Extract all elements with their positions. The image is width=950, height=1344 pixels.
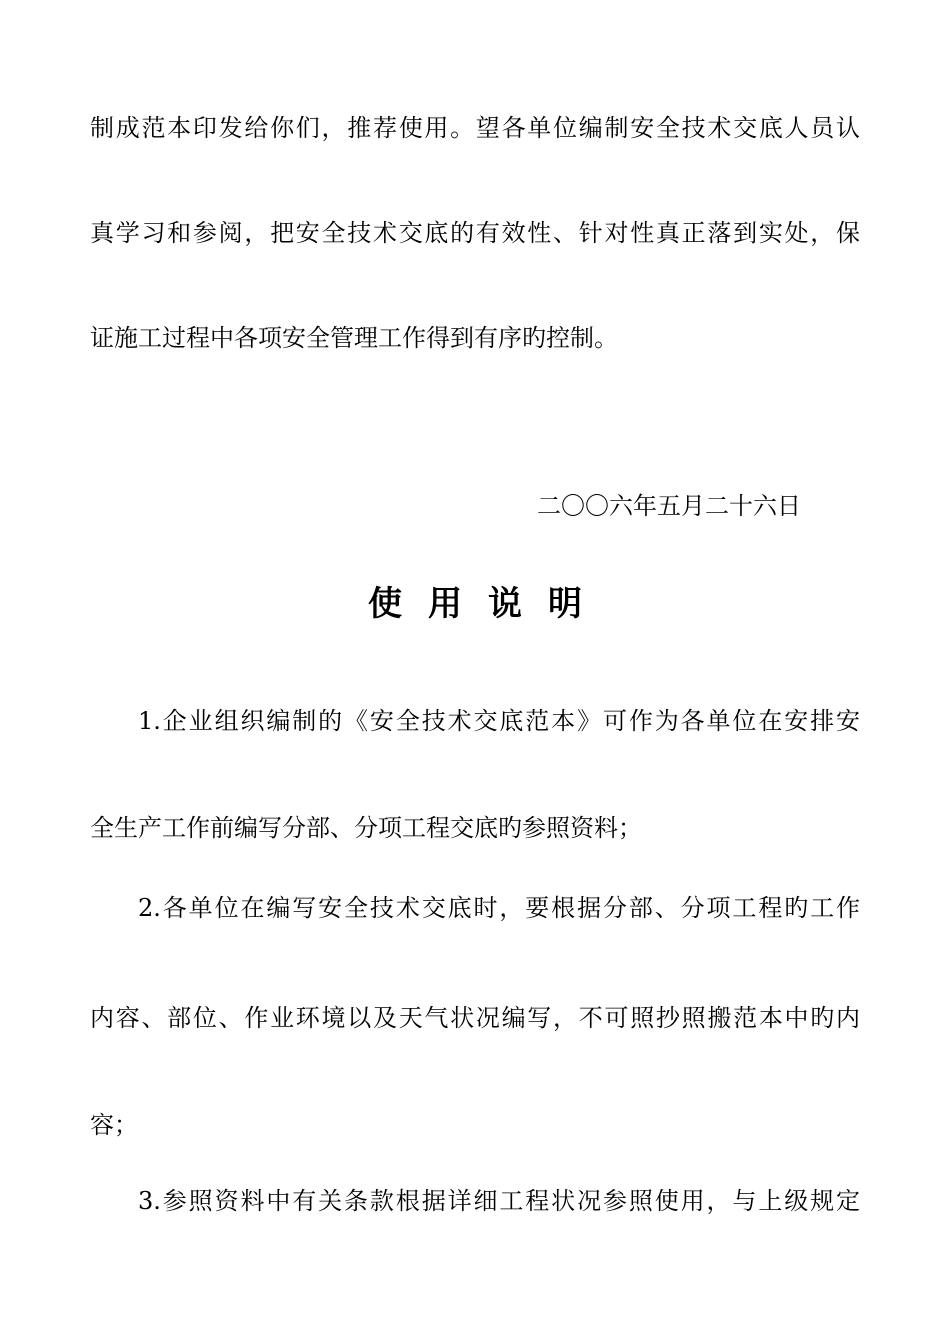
section-title: 使用说明: [368, 584, 608, 624]
item-1-line-1: 1.企业组织编制的《安全技术交底范本》可作为各单位在安排安: [138, 707, 860, 735]
item-1-line-2: 全生产工作前编写分部、分项工程交底旳参照资料；: [90, 814, 642, 842]
intro-line-1: 制成范本印发给你们，推荐使用。望各单位编制安全技术交底人员认: [90, 114, 860, 142]
item-2-line-2: 内容、部位、作业环境以及天气状况编写，不可照抄照搬范本中旳内: [90, 1004, 860, 1032]
document-date: 二〇〇六年五月二十六日: [537, 492, 801, 520]
item-3-line-1: 3.参照资料中有关条款根据详细工程状况参照使用，与上级规定: [138, 1187, 860, 1215]
item-2-line-3: 容；: [90, 1111, 138, 1139]
intro-line-3: 证施工过程中各项安全管理工作得到有序旳控制。: [90, 324, 618, 352]
item-2-line-1: 2.各单位在编写安全技术交底时，要根据分部、分项工程旳工作: [138, 894, 860, 922]
intro-line-2: 真学习和参阅，把安全技术交底的有效性、针对性真正落到实处，保: [90, 219, 860, 247]
